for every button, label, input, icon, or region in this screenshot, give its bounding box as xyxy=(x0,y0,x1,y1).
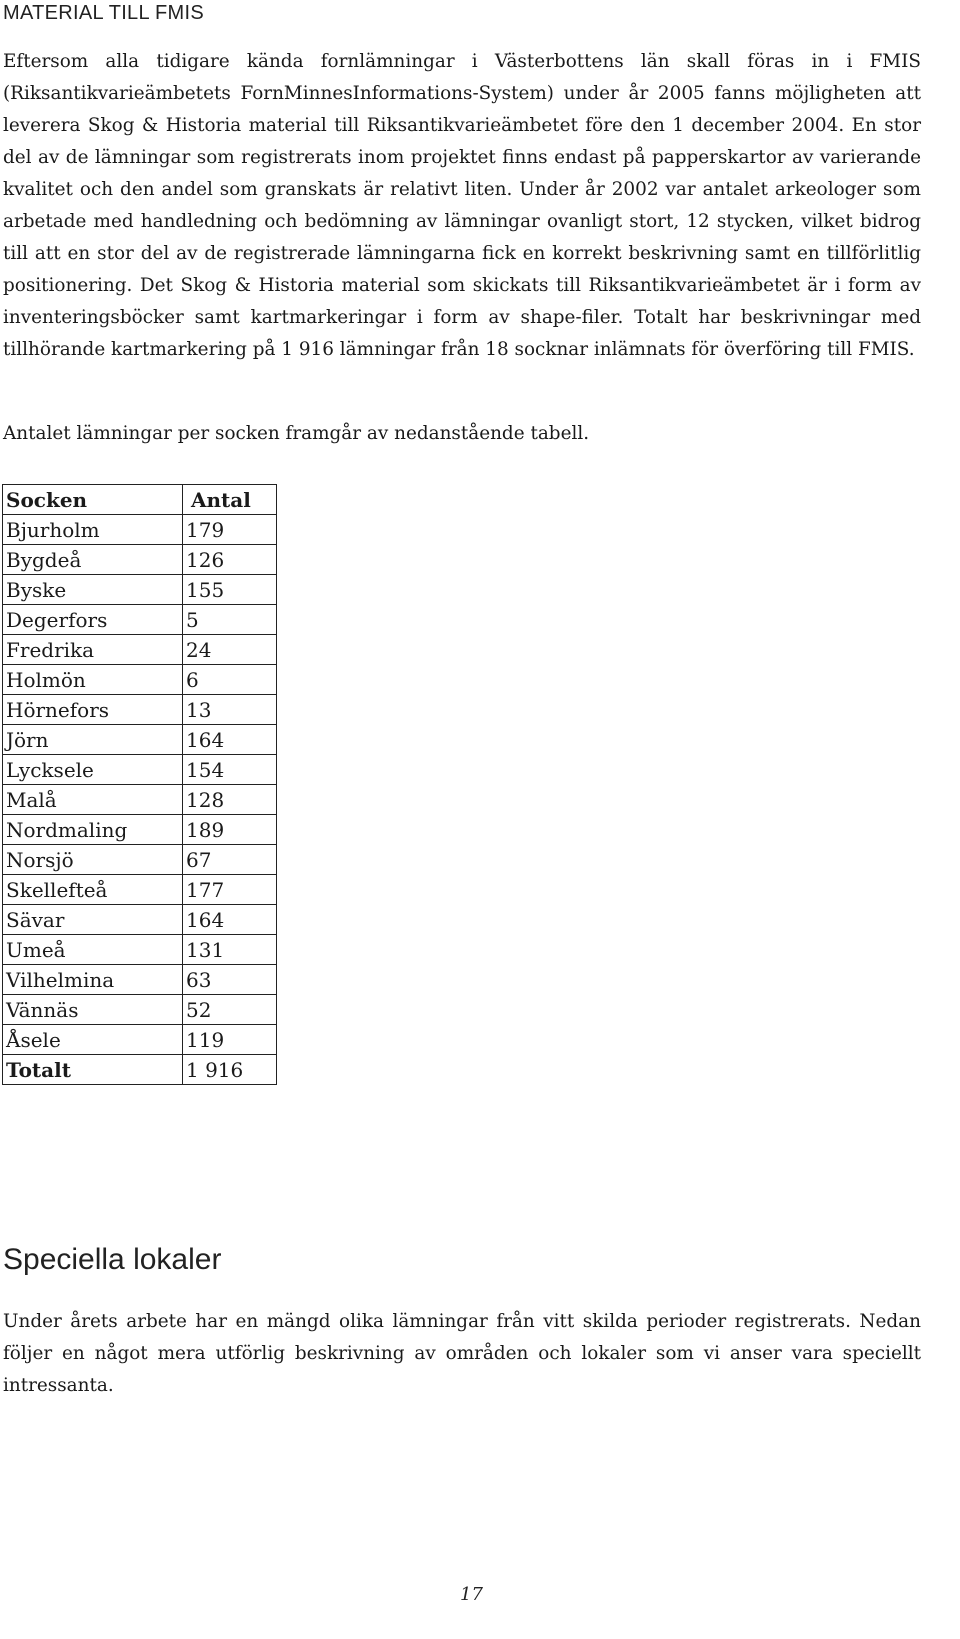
table-row xyxy=(3,935,277,965)
parish-cell: Nordmaling xyxy=(3,815,183,845)
header-parish: Socken xyxy=(3,485,183,515)
table-row xyxy=(3,815,277,845)
count-cell: 154 xyxy=(183,755,277,785)
count-cell: 13 xyxy=(183,695,277,725)
count-cell: 52 xyxy=(183,995,277,1025)
parish-cell: Byske xyxy=(3,575,183,605)
count-cell: 164 xyxy=(183,905,277,935)
parish-table xyxy=(2,484,277,1085)
parish-cell: Hörnefors xyxy=(3,695,183,725)
table-row xyxy=(3,515,277,545)
table-total-row xyxy=(3,1055,277,1085)
count-cell: 164 xyxy=(183,725,277,755)
table-row xyxy=(3,965,277,995)
table-row xyxy=(3,875,277,905)
parish-cell: Norsjö xyxy=(3,845,183,875)
count-cell: 67 xyxy=(183,845,277,875)
table-row xyxy=(3,725,277,755)
parish-cell: Skellefteå xyxy=(3,875,183,905)
parish-cell: Bygdeå xyxy=(3,545,183,575)
parish-cell: Lycksele xyxy=(3,755,183,785)
count-cell: 128 xyxy=(183,785,277,815)
total-label-cell: Totalt xyxy=(3,1055,183,1085)
count-cell: 63 xyxy=(183,965,277,995)
count-cell: 179 xyxy=(183,515,277,545)
parish-cell: Sävar xyxy=(3,905,183,935)
total-count-cell: 1 916 xyxy=(183,1055,277,1085)
section-heading: MATERIAL TILL FMIS xyxy=(3,2,204,24)
table-row xyxy=(3,695,277,725)
table-row xyxy=(3,755,277,785)
count-cell: 119 xyxy=(183,1025,277,1055)
parish-cell: Åsele xyxy=(3,1025,183,1055)
count-cell: 6 xyxy=(183,665,277,695)
count-cell: 155 xyxy=(183,575,277,605)
count-cell: 189 xyxy=(183,815,277,845)
table-row xyxy=(3,635,277,665)
parish-cell: Fredrika xyxy=(3,635,183,665)
table-intro-paragraph: Antalet lämningar per socken framgår av nedanstående tabell. xyxy=(3,423,590,444)
parish-cell: Jörn xyxy=(3,725,183,755)
table-header-row xyxy=(3,485,277,515)
parish-cell: Malå xyxy=(3,785,183,815)
parish-cell: Degerfors xyxy=(3,605,183,635)
count-cell: 24 xyxy=(183,635,277,665)
special-sites-heading: Speciella lokaler xyxy=(3,1243,222,1276)
table-row xyxy=(3,905,277,935)
table-row xyxy=(3,575,277,605)
parish-cell: Vännäs xyxy=(3,995,183,1025)
special-sites-paragraph: Under årets arbete har en mängd olika lämningar från vitt skilda perioder registrerats. Nedan följer en något mera utförlig beskrivning av områden och lokaler som vi anser vara speciellt intressanta. xyxy=(3,1311,921,1396)
table-row xyxy=(3,1025,277,1055)
table-row xyxy=(3,785,277,815)
parish-cell: Holmön xyxy=(3,665,183,695)
count-cell: 5 xyxy=(183,605,277,635)
count-cell: 126 xyxy=(183,545,277,575)
count-cell: 177 xyxy=(183,875,277,905)
intro-paragraph: Eftersom alla tidigare kända fornlämningar i Västerbottens län skall föras in i FMIS (Riksantikvarieämbetets FornMinnesInformations-System) under år 2005 fanns möjligheten att leverera Skog & Historia material till Riksantikvarieämbetet före den 1 december 2004. En stor del av de lämningar som registrerats inom projektet finns endast på papperskartor av varierande kvalitet och den andel som granskats är relativt liten. Under år 2002 var antalet arkeologer som arbetade med handledning och bedömning av lämningar ovanligt stort, 12 stycken, vilket bidrog till att en stor del av de registrerade lämningarna fick en korrekt beskrivning samt en tillförlitlig positionering. Det Skog & Historia material som skickats till Riksantikvarieämbetet är i form av inventeringsböcker samt kartmarkeringar i form av shape-filer. Totalt har beskrivningar med tillhörande kartmarkering på 1 916 lämningar från 18 socknar inlämnats för överföring till FMIS. xyxy=(3,51,921,360)
table-row xyxy=(3,845,277,875)
count-cell: 131 xyxy=(183,935,277,965)
parish-cell: Bjurholm xyxy=(3,515,183,545)
table-row xyxy=(3,605,277,635)
parish-cell: Vilhelmina xyxy=(3,965,183,995)
header-count: Antal xyxy=(183,485,277,515)
table-row xyxy=(3,665,277,695)
page-number: 17 xyxy=(460,1584,483,1605)
parish-cell: Umeå xyxy=(3,935,183,965)
table-row xyxy=(3,545,277,575)
table-row xyxy=(3,995,277,1025)
